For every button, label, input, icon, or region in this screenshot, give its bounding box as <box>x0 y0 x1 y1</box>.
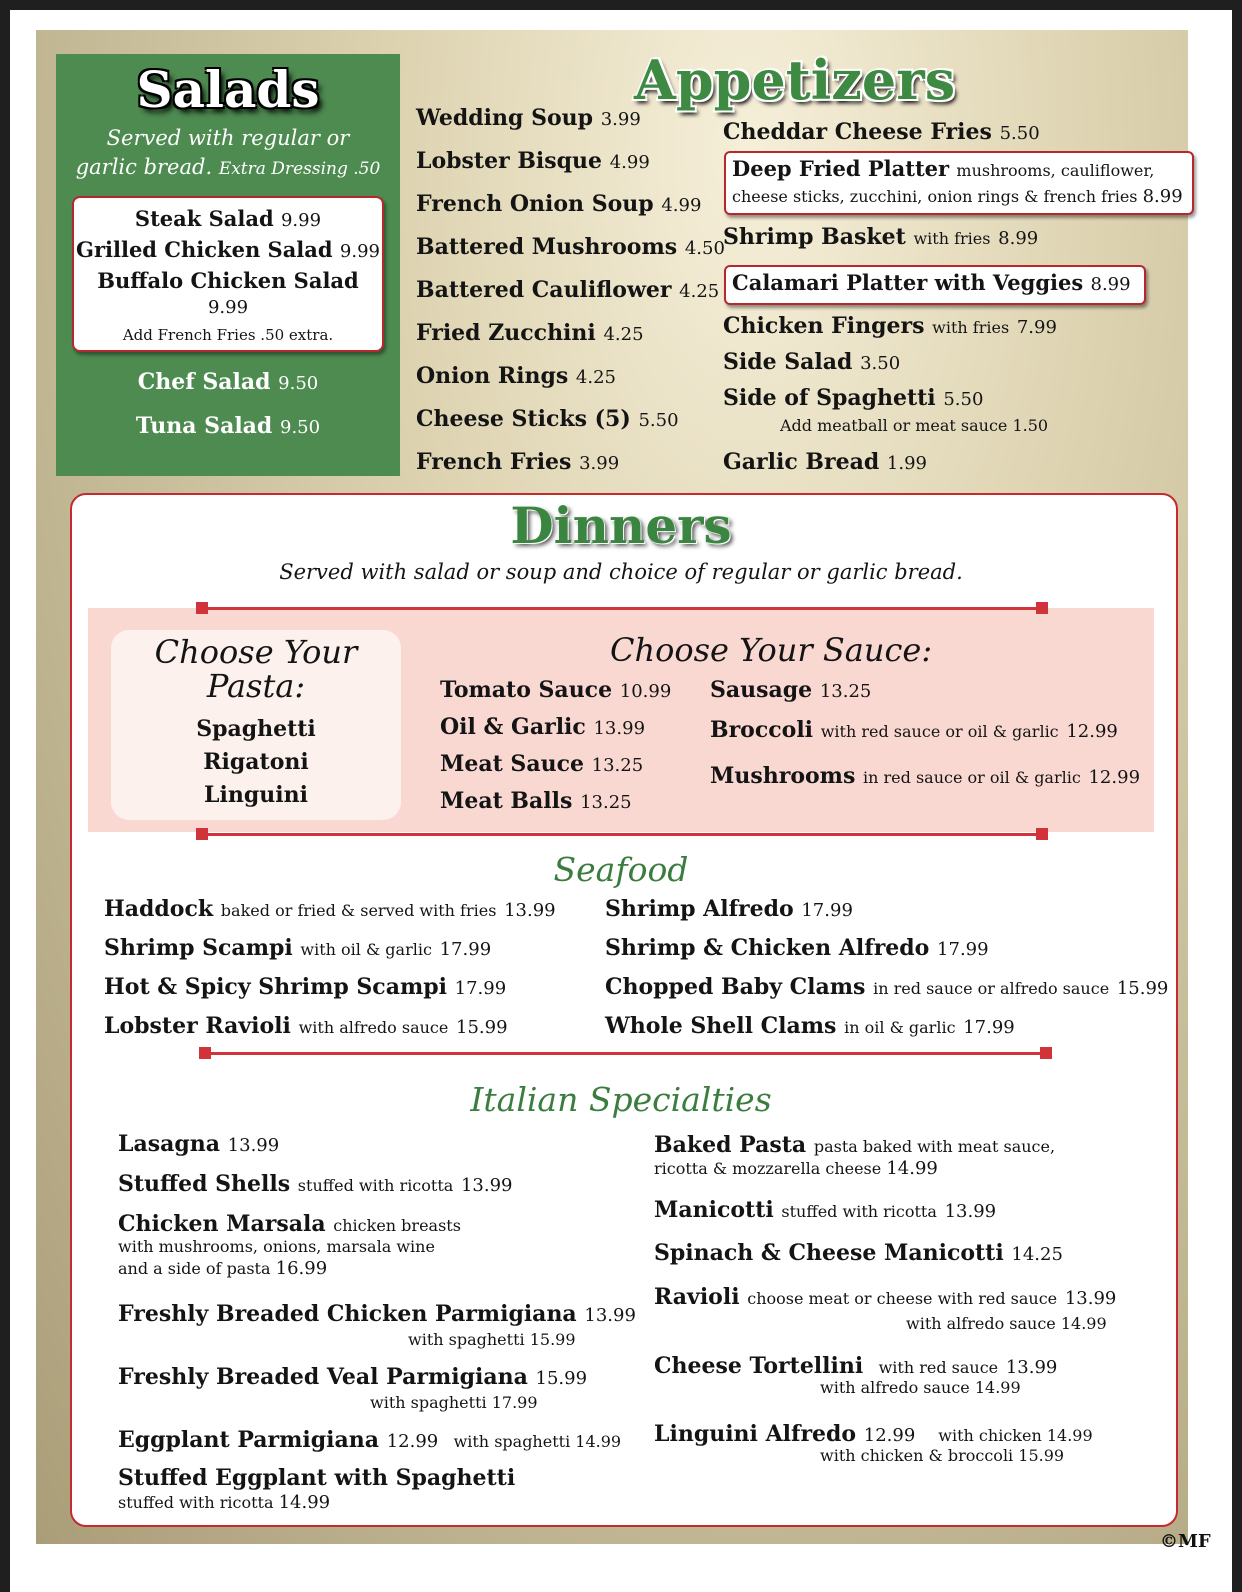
item-desc: with alfredo sauce <box>298 1018 449 1037</box>
sauce-title: Choose Your Sauce: <box>610 631 933 669</box>
item-name: Cheddar Cheese Fries <box>723 119 992 145</box>
item-price: 13.99 <box>944 1201 997 1222</box>
item-desc: with spaghetti 14.99 <box>453 1432 622 1451</box>
menu-item <box>654 1133 1055 1157</box>
appetizers-title: Appetizers <box>634 48 956 112</box>
item-desc: in red sauce or oil & garlic <box>863 768 1081 787</box>
item-name: Lobster Ravioli <box>104 1013 291 1039</box>
item-name: Freshly Breaded Chicken Parmigiana <box>118 1301 577 1327</box>
item-desc <box>654 1158 938 1179</box>
pasta-box <box>111 630 401 820</box>
item-price: 4.99 <box>609 152 650 173</box>
item-desc: with fries <box>913 229 991 248</box>
item-desc: with oil & garlic <box>300 940 432 959</box>
item-sub-price: with alfredo sauce 14.99 <box>820 1378 1021 1397</box>
item-name: Cheese Sticks (5) <box>416 406 631 432</box>
item-desc: chicken breasts <box>333 1216 461 1235</box>
item-desc: stuffed with ricotta <box>297 1176 454 1195</box>
item-price: 15.99 <box>535 1368 588 1389</box>
item-name: Chicken Marsala <box>118 1211 326 1237</box>
item-price: 12.99 <box>386 1431 439 1452</box>
divider-end <box>196 602 208 614</box>
salads-subtitle-line1: Served with regular or <box>106 126 350 150</box>
item-price: 1.99 <box>886 453 927 474</box>
item-name: Hot & Spicy Shrimp Scampi <box>104 974 447 1000</box>
divider-end <box>199 1047 211 1059</box>
item-price: 12.99 <box>1088 767 1141 788</box>
item-price: 17.99 <box>963 1017 1015 1038</box>
item-price: 13.99 <box>227 1135 280 1156</box>
menu-item <box>732 271 1131 295</box>
menu-item <box>710 678 871 702</box>
divider-end <box>1040 1047 1052 1059</box>
item-desc <box>118 1492 330 1513</box>
item-price: 5.50 <box>943 389 984 410</box>
item-price: 4.50 <box>684 238 725 259</box>
item-price: 13.99 <box>584 1305 636 1326</box>
designer-logo: ©MF <box>1160 1531 1211 1552</box>
item-name: Meat Balls <box>440 788 573 814</box>
item-desc: with chicken 14.99 <box>938 1426 1093 1445</box>
item-name: Linguini Alfredo <box>654 1421 857 1447</box>
menu-item <box>416 278 719 302</box>
menu-item <box>440 715 645 739</box>
item-sub-price: with spaghetti 15.99 <box>408 1330 576 1349</box>
item-name: Tomato Sauce <box>440 677 613 703</box>
menu-item <box>440 678 671 702</box>
item-name: Haddock <box>104 896 214 922</box>
item-price: 14.25 <box>1011 1244 1063 1265</box>
item-name: Wedding Soup <box>416 105 594 131</box>
item-note: Add meatball or meat sauce 1.50 <box>780 416 1049 435</box>
item-price: 12.99 <box>863 1425 916 1446</box>
item-price: 12.99 <box>1066 721 1118 742</box>
item-price: 7.99 <box>1016 317 1057 338</box>
item-price: 8.99 <box>998 228 1039 249</box>
menu-item <box>654 1198 996 1222</box>
menu-item <box>440 789 632 813</box>
item-name: Battered Mushrooms <box>416 234 678 260</box>
menu-item <box>723 450 927 474</box>
item-price: 13.99 <box>593 718 646 739</box>
item-price: 17.99 <box>801 900 853 921</box>
item-name: Stuffed Shells <box>118 1171 291 1197</box>
item-name: Buffalo Chicken Salad <box>97 268 359 293</box>
menu-item <box>416 106 641 130</box>
item-price: 17.99 <box>937 939 989 960</box>
item-name: Garlic Bread <box>723 449 880 475</box>
menu-item <box>723 350 900 374</box>
menu-item <box>723 120 1040 144</box>
menu-item <box>118 1172 513 1196</box>
item-price: 9.99 <box>207 297 249 318</box>
item-price: 9.99 <box>339 241 380 262</box>
pasta-option: Rigatoni <box>203 749 309 776</box>
menu-item <box>56 414 400 438</box>
item-price: 13.99 <box>1064 1288 1117 1309</box>
menu-item <box>605 897 853 921</box>
menu-item <box>118 1466 515 1490</box>
item-price: 16.99 <box>275 1258 328 1279</box>
item-desc: with red sauce <box>878 1358 999 1377</box>
item-name: Deep Fried Platter <box>732 156 950 181</box>
dinners-title: Dinners <box>510 496 732 555</box>
item-name: Cheese Tortellini <box>654 1353 864 1379</box>
item-price: 13.99 <box>1005 1357 1058 1378</box>
calamari-box <box>724 265 1146 305</box>
item-name: Steak Salad <box>134 206 274 231</box>
item-price: 15.99 <box>1116 978 1169 999</box>
item-name: Ravioli <box>654 1284 740 1310</box>
divider-end <box>1036 602 1048 614</box>
item-desc: with fries <box>932 318 1010 337</box>
item-name: Mushrooms <box>710 763 856 789</box>
item-name: Freshly Breaded Veal Parmigiana <box>118 1364 528 1390</box>
item-desc: in oil & garlic <box>844 1018 956 1037</box>
item-name: Shrimp Scampi <box>104 935 293 961</box>
menu-item <box>416 192 701 216</box>
salads-title: Salads <box>136 60 320 119</box>
item-desc <box>118 1258 327 1279</box>
menu-item <box>74 268 382 318</box>
item-desc <box>732 186 1183 207</box>
menu-item <box>104 936 491 960</box>
menu-item <box>654 1354 1057 1378</box>
menu-item <box>654 1422 1093 1446</box>
item-name: Shrimp & Chicken Alfredo <box>605 935 930 961</box>
salads-subtitle-line2: garlic bread. <box>75 155 213 180</box>
item-price: 4.99 <box>661 195 702 216</box>
item-name: Baked Pasta <box>654 1132 807 1158</box>
item-price: 13.99 <box>504 900 556 921</box>
menu-item <box>723 314 1057 338</box>
item-price: 13.25 <box>591 755 644 776</box>
menu-item <box>104 897 556 921</box>
item-desc: baked or fried & served with fries <box>220 901 497 920</box>
item-name: Calamari Platter with Veggies <box>732 270 1084 295</box>
item-price: 8.99 <box>1090 274 1131 295</box>
item-name: Chicken Fingers <box>723 313 925 339</box>
item-name: Grilled Chicken Salad <box>76 237 333 262</box>
item-name: Sausage <box>710 677 813 703</box>
extra-dressing: Extra Dressing .50 <box>218 159 381 180</box>
item-name: Tuna Salad <box>135 413 273 439</box>
item-price: 9.99 <box>280 210 322 231</box>
item-name: Shrimp Alfredo <box>605 896 794 922</box>
menu-item <box>416 321 644 345</box>
menu-item <box>416 149 650 173</box>
menu-item <box>118 1365 587 1389</box>
item-price: 3.99 <box>579 453 620 474</box>
menu-item <box>104 975 506 999</box>
item-name: Onion Rings <box>416 363 569 389</box>
item-price: 5.50 <box>999 123 1040 144</box>
item-desc: choose meat or cheese with red sauce <box>747 1289 1058 1308</box>
menu-item <box>605 1014 1015 1038</box>
item-name: Spinach & Cheese Manicotti <box>654 1240 1004 1266</box>
menu-item <box>104 1014 508 1038</box>
item-price: 3.50 <box>860 353 901 374</box>
menu-item <box>74 206 382 231</box>
menu-item <box>416 450 619 474</box>
salad-box-note: Add French Fries .50 extra. <box>122 326 334 344</box>
menu-item <box>605 975 1168 999</box>
item-name: French Onion Soup <box>416 191 654 217</box>
menu-item <box>74 237 382 262</box>
dinners-subtitle: Served with salad or soup and choice of regular or garlic bread. <box>279 560 963 584</box>
item-desc: pasta baked with meat sauce, <box>813 1137 1056 1156</box>
menu-item <box>416 407 679 431</box>
item-name: Shrimp Basket <box>723 224 906 250</box>
item-name: Fried Zucchini <box>416 320 596 346</box>
item-price: 13.25 <box>580 792 632 813</box>
divider-line <box>204 1052 1046 1055</box>
item-price: 17.99 <box>439 939 492 960</box>
item-desc: mushrooms, cauliflower, <box>956 161 1155 180</box>
item-price: 5.50 <box>638 410 679 431</box>
item-name: Side of Spaghetti <box>723 385 936 411</box>
item-name: Eggplant Parmigiana <box>118 1427 380 1453</box>
divider-end <box>196 828 208 840</box>
item-name: Manicotti <box>654 1197 774 1223</box>
item-desc-text: ricotta & mozzarella cheese <box>654 1159 882 1178</box>
menu-item <box>440 752 643 776</box>
item-desc-text: cheese sticks, zucchini, onion rings & french fries <box>732 187 1138 206</box>
menu-item <box>710 764 1140 788</box>
item-price: 15.99 <box>456 1017 508 1038</box>
divider-line <box>200 607 1044 610</box>
item-name: Chef Salad <box>137 369 271 395</box>
menu-item <box>723 225 1038 249</box>
menu-item <box>56 370 400 394</box>
menu-item <box>605 936 989 960</box>
item-price: 10.99 <box>619 681 672 702</box>
item-price: 13.99 <box>460 1175 513 1196</box>
menu-item <box>732 157 1154 180</box>
pasta-option: Linguini <box>204 782 308 809</box>
pasta-title-2: Pasta: <box>206 666 306 705</box>
salads-panel <box>56 54 400 476</box>
item-desc: in red sauce or alfredo sauce <box>873 979 1110 998</box>
menu-item <box>118 1132 279 1156</box>
menu-item <box>654 1241 1063 1265</box>
menu-item <box>118 1428 621 1452</box>
item-name: Oil & Garlic <box>440 714 586 740</box>
item-desc-text: and a side of pasta <box>118 1259 271 1278</box>
menu-item <box>416 364 616 388</box>
item-name: French Fries <box>416 449 572 475</box>
menu-item <box>723 386 983 410</box>
item-price: 17.99 <box>454 978 507 999</box>
seafood-title: Seafood <box>553 850 689 889</box>
item-price: 14.99 <box>886 1158 938 1179</box>
item-name: Battered Cauliflower <box>416 277 672 303</box>
menu-item <box>654 1285 1116 1309</box>
salads-subtitle <box>56 124 400 183</box>
salad-box <box>72 196 384 352</box>
divider-end <box>1036 828 1048 840</box>
item-sub-price: with spaghetti 17.99 <box>370 1393 538 1412</box>
item-desc-text: stuffed with ricotta <box>118 1493 274 1512</box>
menu-item <box>710 718 1118 742</box>
item-price: 4.25 <box>575 367 616 388</box>
pasta-title-1: Choose Your <box>154 633 358 671</box>
italian-title: Italian Specialties <box>470 1080 772 1119</box>
menu-item <box>118 1212 461 1236</box>
item-name: Whole Shell Clams <box>605 1013 837 1039</box>
item-price: 9.50 <box>280 417 321 438</box>
divider-line <box>200 833 1044 836</box>
item-price: 9.50 <box>278 373 319 394</box>
pasta-option: Spaghetti <box>196 716 316 743</box>
item-desc: with red sauce or oil & garlic <box>820 722 1059 741</box>
item-price: 14.99 <box>278 1492 331 1513</box>
item-desc: with mushrooms, onions, marsala wine <box>118 1237 435 1256</box>
item-name: Chopped Baby Clams <box>605 974 866 1000</box>
item-name: Broccoli <box>710 717 814 743</box>
item-name: Stuffed Eggplant with Spaghetti <box>118 1465 516 1491</box>
item-price: 8.99 <box>1142 186 1183 207</box>
item-price: 3.99 <box>600 109 641 130</box>
item-price: 13.25 <box>819 681 872 702</box>
item-name: Lobster Bisque <box>416 148 603 174</box>
item-price: 4.25 <box>679 281 720 302</box>
item-desc: stuffed with ricotta <box>781 1202 937 1221</box>
deep-fried-platter-box <box>724 151 1194 215</box>
item-name: Meat Sauce <box>440 751 584 777</box>
item-sub-price: with chicken & broccoli 15.99 <box>820 1446 1065 1465</box>
item-name: Side Salad <box>723 349 853 375</box>
item-price: 4.25 <box>603 324 644 345</box>
menu-item <box>118 1302 636 1326</box>
item-sub-price: with alfredo sauce 14.99 <box>906 1314 1107 1333</box>
menu-item <box>416 235 725 259</box>
item-name: Lasagna <box>118 1131 220 1157</box>
